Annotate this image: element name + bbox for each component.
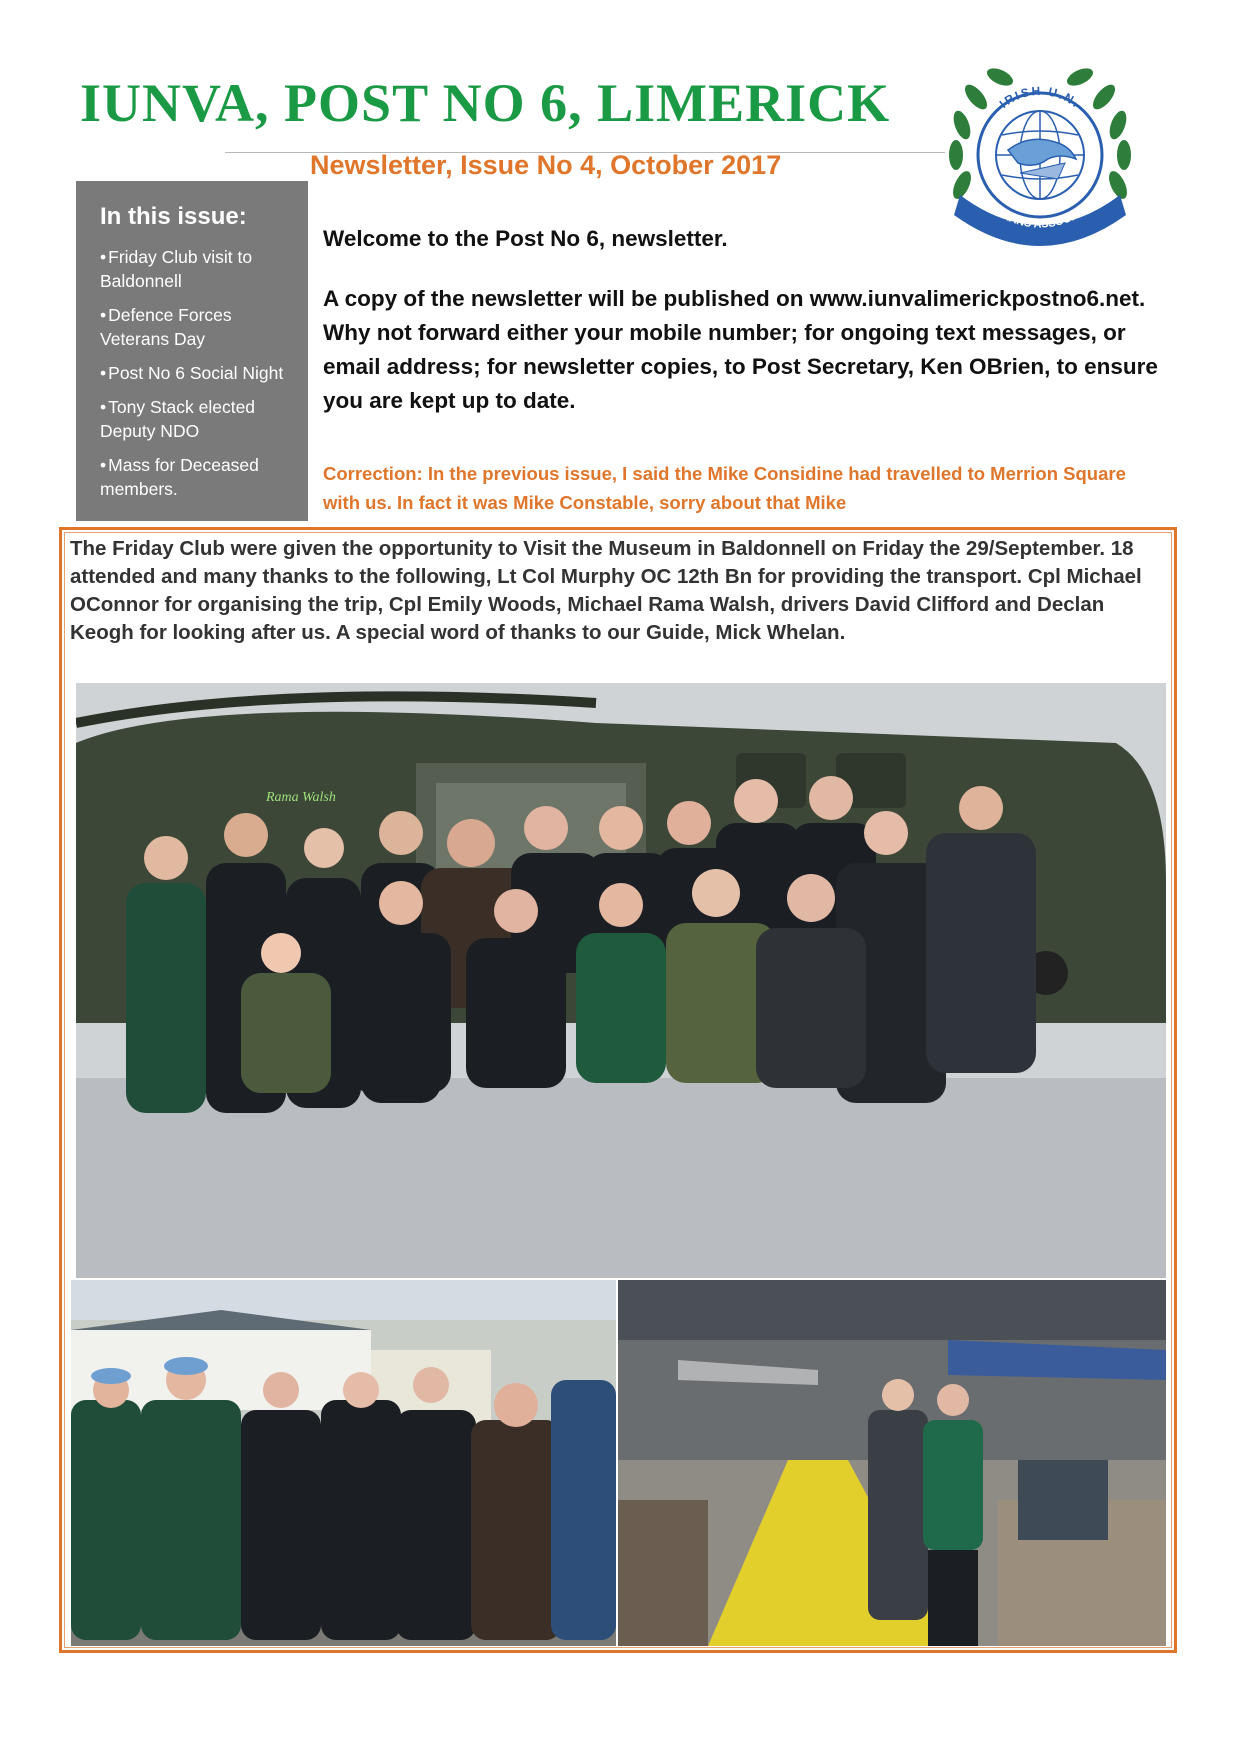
logo-ribbon-text: VETERANS ASSOCIATION (975, 194, 1105, 231)
friday-club-story: The Friday Club were given the opportunity to Visit the Museum in Baldonnell on Friday the 29/September. 18 attended and many thanks to the following, Lt Col Murphy OC 12th Bn for providing the transport. Cpl Michael OConnor for organising the trip, Cpl Emily Woods, Michael Rama Walsh, drivers David Clifford and Declan Keogh for looking after us. A special word of thanks to our Guide, Mick Whelan. (70, 537, 1142, 644)
group-photo-helicopter (76, 683, 1166, 1278)
issue-subtitle: Newsletter, Issue No 4, October 2017 (310, 150, 782, 180)
photo-museum-interior (618, 1280, 1166, 1646)
welcome-text: Welcome to the Post No 6, newsletter. (323, 226, 728, 251)
sidebar-list (100, 245, 298, 501)
sidebar-item: • Mass for Deceased members. (100, 455, 259, 499)
aircraft-name-label: Rama Walsh (266, 790, 336, 805)
sidebar-item: • Post No 6 Social Night (100, 363, 284, 383)
newsletter-title: IUNVA, POST NO 6, LIMERICK (80, 73, 891, 133)
logo-top-text: IRISH U.N. (996, 83, 1084, 112)
photo-veterans-outdoors (71, 1280, 616, 1646)
in-this-issue-sidebar (76, 181, 308, 521)
sidebar-item: • Tony Stack elected Deputy NDO (100, 397, 256, 441)
newsletter-copy-text: A copy of the newsletter will be published on www.iunvalimerickpostno6.net. Why not forward either your mobile number; for ongoing text messages, or email address; for newsletter copies, to Post Secretary, Ken OBrien, to ensure you are kept up to date. (323, 286, 1158, 413)
sidebar-heading: In this issue: (100, 203, 247, 230)
sidebar-item: • Defence Forces Veterans Day (100, 305, 232, 349)
correction-note: Correction: In the previous issue, I said the Mike Considine had travelled to Merrion Square with us. In fact it was Mike Constable, sorry about that Mike (323, 463, 1126, 513)
sidebar-item: • Friday Club visit to Baldonnell (100, 247, 253, 291)
